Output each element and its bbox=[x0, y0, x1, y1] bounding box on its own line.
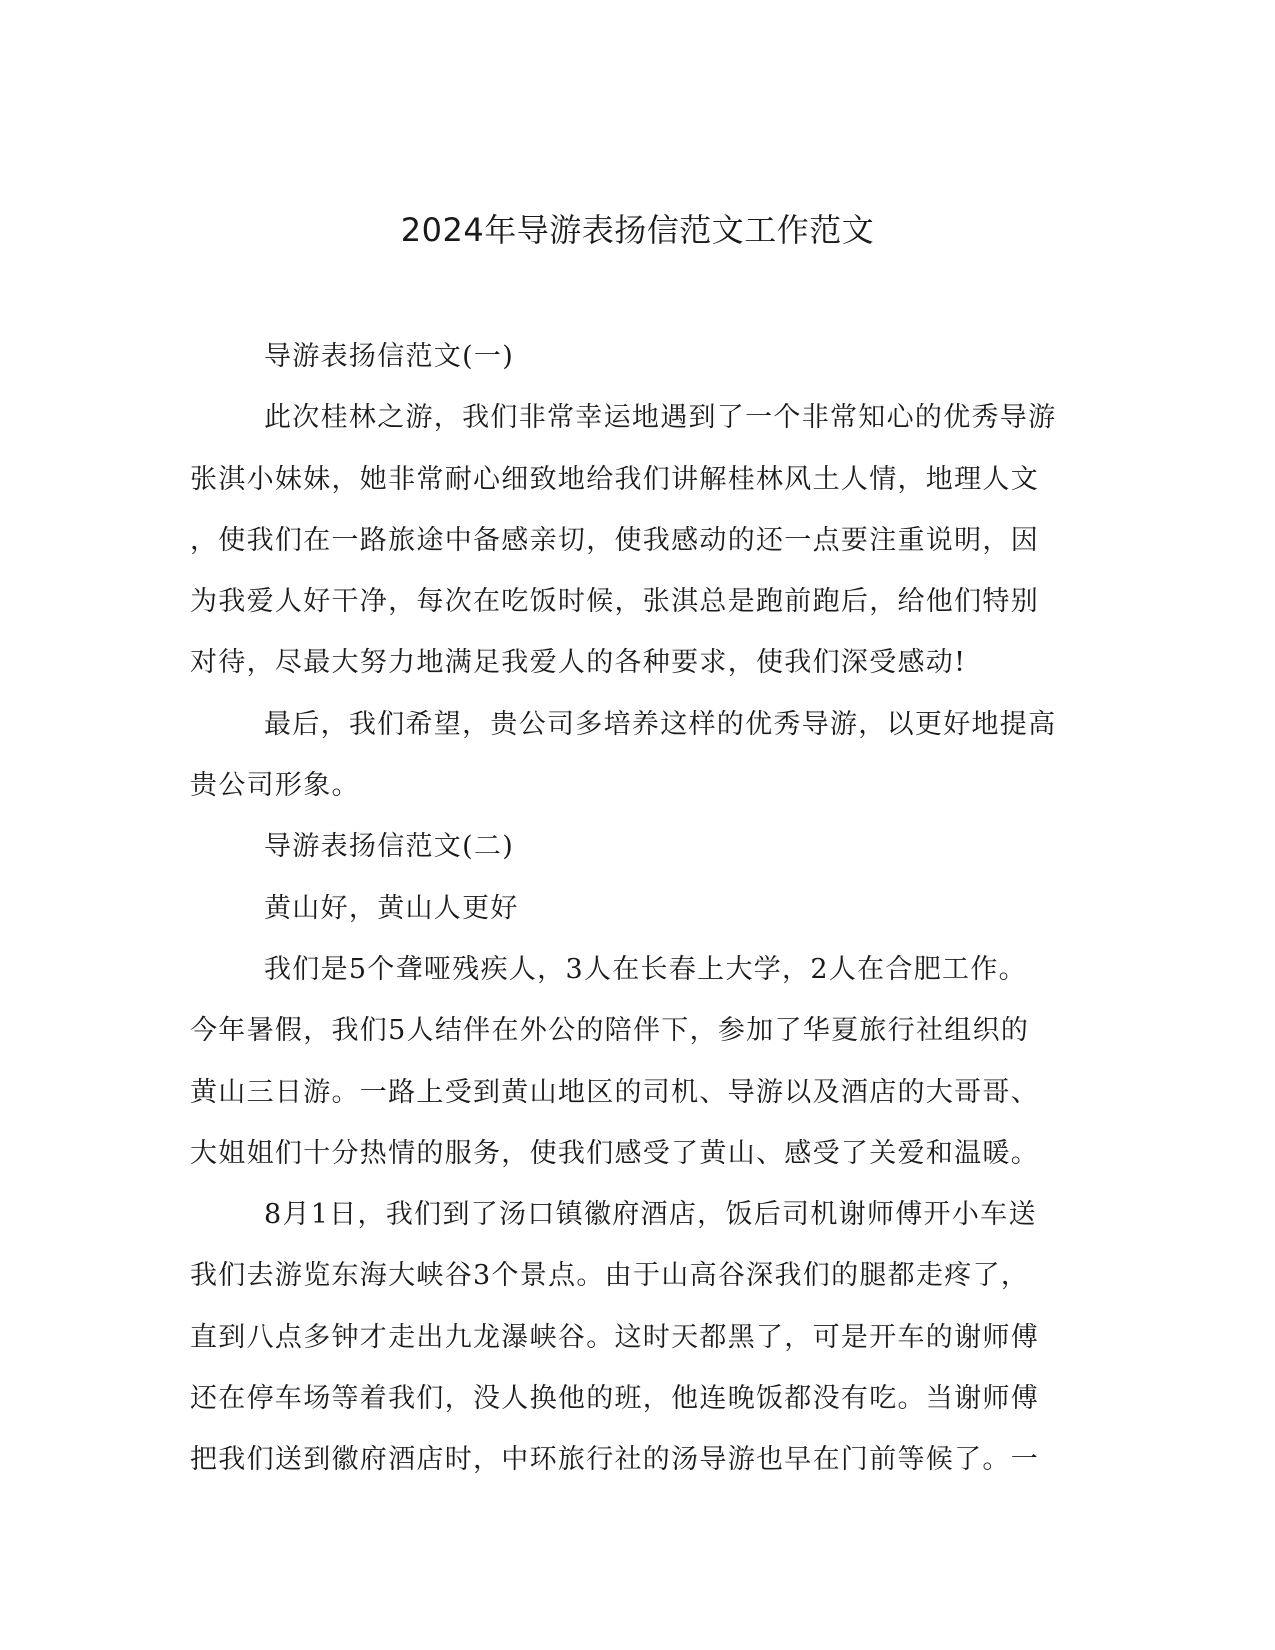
body-line: 张淇小妹妹，她非常耐心细致地给我们讲解桂林风土人情，地理人文 bbox=[190, 463, 1039, 495]
body-line: 今年暑假，我们5人结伴在外公的陪伴下，参加了华夏旅行社组织的 bbox=[190, 1015, 1030, 1047]
body-line: 此次桂林之游，我们非常幸运地遇到了一个非常知心的优秀导游 bbox=[264, 402, 1057, 434]
body-line: 把我们送到徽府酒店时，中环旅行社的汤导游也早在门前等候了。一 bbox=[190, 1444, 1039, 1476]
body-line: 黄山好，黄山人更好 bbox=[264, 892, 519, 924]
body-line: 为我爱人好干净，每次在吃饭时候，张淇总是跑前跑后，给他们特别 bbox=[190, 586, 1039, 618]
body-line: 还在停车场等着我们，没人换他的班，他连晚饭都没有吃。当谢师傅 bbox=[190, 1383, 1039, 1415]
body-line: ，使我们在一路旅途中备感亲切，使我感动的还一点要注重说明，因 bbox=[190, 524, 1039, 556]
document-body bbox=[190, 326, 1080, 1491]
body-line: 8月1日，我们到了汤口镇徽府酒店，饭后司机谢师傅开小车送 bbox=[264, 1199, 1037, 1231]
body-line: 我们去游览东海大峡谷3个景点。由于山高谷深我们的腿都走疼了， bbox=[190, 1260, 1030, 1292]
body-line: 黄山三日游。一路上受到黄山地区的司机、导游以及酒店的大哥哥、 bbox=[190, 1076, 1039, 1108]
document-title: 2024年导游表扬信范文工作范文 bbox=[400, 211, 875, 249]
body-line: 大姐姐们十分热情的服务，使我们感受了黄山、感受了关爱和温暖。 bbox=[190, 1137, 1039, 1169]
body-line: 最后，我们希望，贵公司多培养这样的优秀导游，以更好地提高 bbox=[264, 708, 1057, 740]
body-line: 我们是5个聋哑残疾人，3人在长春上大学，2人在合肥工作。 bbox=[264, 953, 1027, 985]
body-line: 对待，尽最大努力地满足我爱人的各种要求，使我们深受感动! bbox=[190, 647, 967, 679]
body-line: 贵公司形象。 bbox=[190, 770, 360, 802]
body-line: 导游表扬信范文(一) bbox=[264, 341, 515, 372]
body-line: 直到八点多钟才走出九龙瀑峡谷。这时天都黑了，可是开车的谢师傅 bbox=[190, 1321, 1039, 1353]
body-line: 导游表扬信范文(二) bbox=[264, 831, 515, 863]
